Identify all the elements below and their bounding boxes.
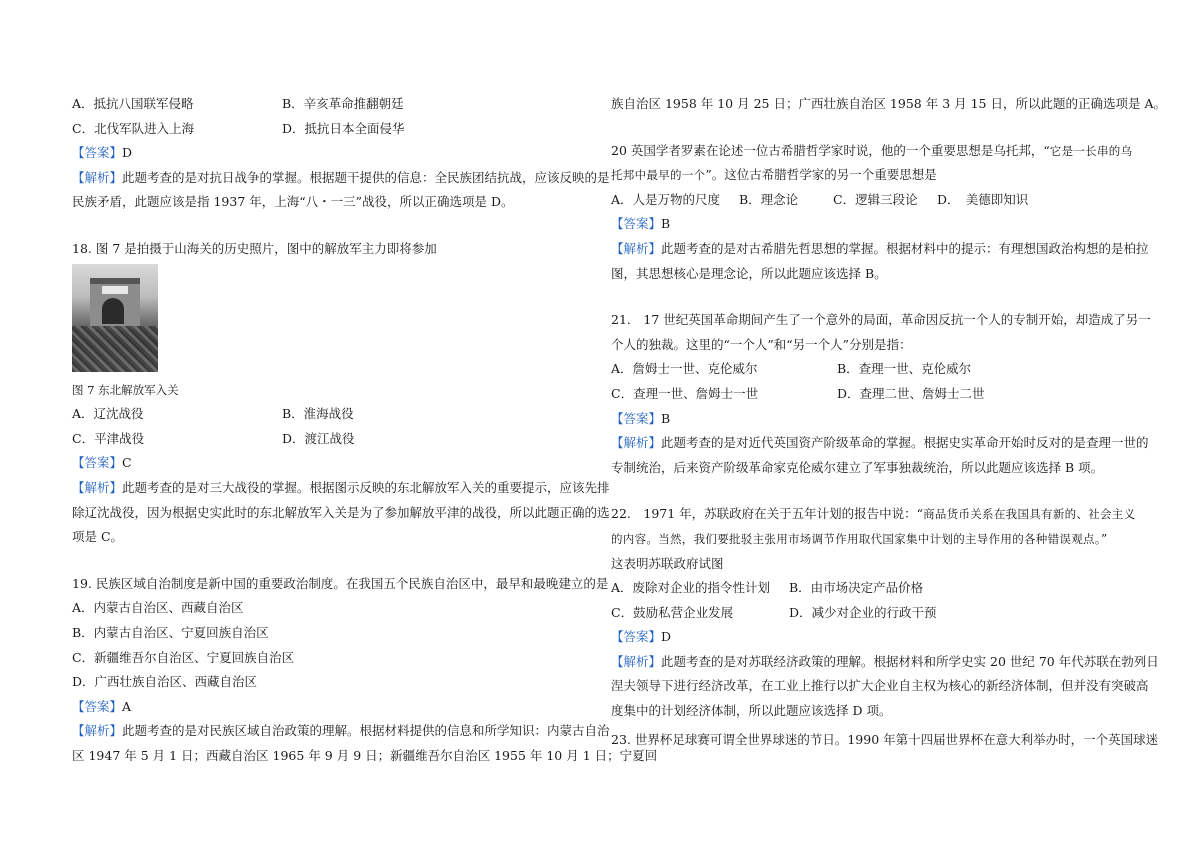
- q22-answer: 【答案】D: [611, 629, 672, 645]
- q22-options-row2: [611, 601, 1139, 626]
- q17-analysis-line2: 民族矛盾，此题应该是指 1937 年，上海“八・一三”战役，所以正确选项是 D。: [72, 194, 514, 210]
- q19-stem: 19. 民族区域自治制度是新中国的重要政治制度。在我国五个民族自治区中，最早和最晚建立的是: [72, 575, 609, 591]
- q20-option-a: A．人是万物的尺度: [611, 191, 721, 207]
- q20-analysis-line1: 【解析】此题考查的是对古希腊先哲思想的掌握。根据材料中的提示：有理想国政治构想的是柏拉: [611, 240, 1149, 256]
- q18-options-row1: [72, 402, 600, 427]
- q22-stem-line3: 这表明苏联政府试图: [611, 555, 724, 571]
- q17-option-a: A．抵抗八国联军侵略: [72, 96, 194, 111]
- q22-option-c: C．鼓励私营企业发展: [611, 604, 734, 620]
- q18-option-d: D．渡江战役: [282, 430, 355, 446]
- q19-analysis-continued: 族自治区 1958 年 10 月 25 日；广西壮族自治区 1958 年 3 月 15 日，所以此题的正确选项是 A。: [611, 96, 1166, 111]
- q22-option-b: B．由市场决定产品价格: [789, 580, 924, 596]
- q20-option-c: C．逻辑三段论: [833, 191, 918, 207]
- q21-option-a: A．詹姆士一世、克伦威尔: [611, 361, 758, 377]
- q21-option-d: D．查理二世、詹姆士二世: [837, 385, 985, 401]
- q19-analysis-line1: 【解析】此题考查的是对民族区域自治政策的理解。根据材料提供的信息和所学知识：内蒙古自治: [72, 723, 610, 739]
- q19-analysis-line2: 区 1947 年 5 月 1 日；西藏自治区 1965 年 9 月 9 日；新疆维吾尔自治区 1955 年 10 月 1 日；宁夏回: [72, 747, 658, 763]
- q21-answer: 【答案】B: [611, 410, 671, 426]
- q19-option-c: C．新疆维吾尔自治区、宁夏回族自治区: [72, 649, 295, 665]
- q18-analysis-line3: 项是 C。: [72, 529, 124, 545]
- q20-stem-line2: 托邦中最早的一个”。这位古希腊哲学家的另一个重要思想是: [611, 167, 937, 183]
- q20-analysis-line2: 图，其思想核心是理念论，所以此题应该选择 B。: [611, 265, 887, 281]
- q23-stem-line1: 23. 世界杯足球赛可谓全世界球迷的节日。1990 年第十四届世界杯在意大利举办时，一个英国球迷: [611, 731, 1159, 747]
- q21-options-row2: [611, 382, 1139, 407]
- q21-analysis-line2: 专制统治，后来资产阶级革命家克伦威尔建立了军事独裁统治，所以此题应该选择 B 项。: [611, 459, 1104, 475]
- q18-stem: 18. 图 7 是拍摄于山海关的历史照片，图中的解放军主力即将参加: [72, 240, 437, 256]
- q17-option-b: B．辛亥革命推翻朝廷: [282, 96, 404, 111]
- q20-option-b: B．理念论: [739, 191, 799, 207]
- q21-stem-line1: 21. 17 世纪英国革命期间产生了一个意外的局面，革命因反抗一个人的专制开始，却造成了另一: [611, 312, 1151, 328]
- q22-option-d: D．减少对企业的行政干预: [789, 604, 937, 620]
- right-column: [611, 92, 1166, 752]
- q18-option-c: C．平津战役: [72, 430, 145, 446]
- q21-options-row1: [611, 357, 1139, 382]
- q22-stem-line2: 的内容。当然，我们要批驳主张用市场调节作用取代国家集中计划的主导作用的各种错误观点。”: [611, 530, 1108, 546]
- q21-option-c: C．查理一世、詹姆士一世: [611, 385, 759, 401]
- q22-analysis-line1: 【解析】此题考查的是对苏联经济政策的理解。根据材料和所学史实 20 世纪 70 年代苏联在勃列日: [611, 653, 1159, 669]
- q22-options-row1: [611, 576, 1139, 601]
- q20-stem-line1: 20 英国学者罗素在论述一位古希腊哲学家时说，他的一个重要思想是乌托邦，“它是一长串的乌: [611, 142, 1133, 158]
- q17-answer: 【答案】D: [72, 145, 133, 161]
- q20-option-d: D． 美德即知识: [937, 191, 1029, 207]
- q18-options-row2: [72, 427, 600, 452]
- q18-analysis-line2: 除辽沈战役，因为根据史实此时的东北解放军入关是为了参加解放平津的战役，所以此题正确的选: [72, 504, 610, 520]
- q17-options-row2: [72, 117, 600, 142]
- q22-option-a: A．废除对企业的指令性计划: [611, 580, 771, 596]
- q19-option-d: D．广西壮族自治区、西藏自治区: [72, 674, 258, 690]
- q18-option-b: B．淮海战役: [282, 406, 354, 422]
- q18-option-a: A．辽沈战役: [72, 406, 144, 422]
- q22-stem-line1: 22. 1971 年，苏联政府在关于五年计划的报告中说：“商品货币关系在我国具有新的、社会主义: [611, 506, 1136, 522]
- q17-option-d: D．抵抗日本全面侵华: [282, 120, 405, 136]
- q18-answer: 【答案】C: [72, 455, 132, 471]
- q19-option-b: B．内蒙古自治区、宁夏回族自治区: [72, 624, 269, 640]
- q21-analysis-line1: 【解析】此题考查的是对近代英国资产阶级革命的掌握。根据史实革命开始时反对的是查理一世的: [611, 435, 1149, 451]
- q20-answer: 【答案】B: [611, 216, 671, 232]
- q17-option-c: C．北伐军队进入上海: [72, 120, 195, 136]
- q18-figure-caption: 图 7 东北解放军入关: [72, 382, 179, 397]
- q21-stem-line2: 个人的独裁。这里的“一个人”和“另一个人”分别是指：: [611, 336, 912, 352]
- q17-analysis-line1: 【解析】此题考查的是对抗日战争的掌握。根据题干提供的信息：全民族团结抗战，应该反映的是: [72, 169, 610, 185]
- q19-answer: 【答案】A: [72, 698, 132, 714]
- q17-options-row1: [72, 92, 600, 117]
- q22-analysis-line3: 度集中的计划经济体制，所以此题应该选择 D 项。: [611, 703, 892, 719]
- q20-options: [611, 188, 1139, 213]
- q21-option-b: B．查理一世、克伦威尔: [837, 361, 972, 377]
- shanhaiguan-photo: [72, 264, 158, 372]
- q18-analysis-line1: 【解析】此题考查的是对三大战役的掌握。根据图示反映的东北解放军入关的重要提示，应该先排: [72, 479, 610, 495]
- q19-option-a: A．内蒙古自治区、西藏自治区: [72, 600, 244, 616]
- q22-analysis-line2: 涅夫领导下进行经济改革，在工业上推行以扩大企业自主权为核心的新经济体制，但并没有突破高: [611, 678, 1149, 694]
